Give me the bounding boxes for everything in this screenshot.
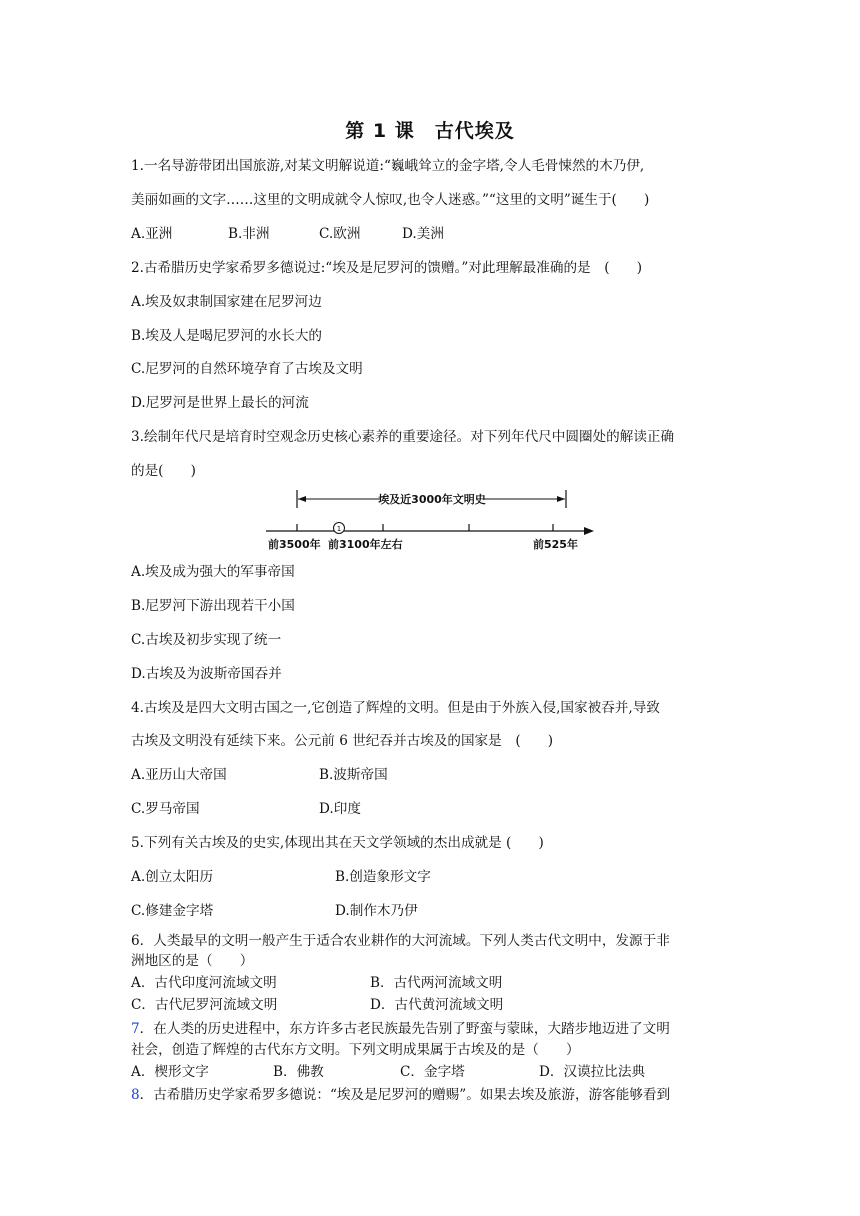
question-1-line-2: 美丽如画的文字……这里的文明成就令人惊叹,也令人迷惑。”“这里的文明”诞生于( ) xyxy=(131,192,650,208)
circle-marker-label: 1 xyxy=(336,525,342,533)
q6-option-a: A．古代印度河流域文明 xyxy=(131,975,277,991)
q3-option-a: A.埃及成为强大的军事帝国 xyxy=(131,564,295,580)
span-arrow-right xyxy=(557,496,565,502)
question-8-text: ．古希腊历史学家希罗多德说：“埃及是尼罗河的赠赐”。如果去埃及旅游，游客能够看到 xyxy=(139,1087,671,1103)
question-7-line-1 xyxy=(131,1019,670,1039)
tick-label-3100: 前3100年左右 xyxy=(328,538,403,551)
question-7-number: 7 xyxy=(131,1021,140,1037)
question-8-number: 8 xyxy=(131,1087,140,1103)
q4-option-b: B.波斯帝国 xyxy=(319,767,388,783)
q2-option-c: C.尼罗河的自然环境孕育了古埃及文明 xyxy=(131,361,363,377)
q4-option-d: D.印度 xyxy=(319,801,361,817)
q1-option-b: B.非洲 xyxy=(228,226,270,242)
q3-option-c: C.古埃及初步实现了统一 xyxy=(131,632,282,648)
timeline-arrow-icon xyxy=(584,527,594,535)
q1-option-d: D.美洲 xyxy=(402,226,444,242)
timeline-figure xyxy=(0,486,860,556)
question-3-line-1: 3.绘制年代尺是培育时空观念历史核心素养的重要途径。对下列年代尺中圆圈处的解读正确 xyxy=(131,429,675,445)
q2-option-b: B.埃及人是喝尼罗河的水长大的 xyxy=(131,328,323,344)
q1-option-a: A.亚洲 xyxy=(131,226,173,242)
q3-option-b: B.尼罗河下游出现若干小国 xyxy=(131,598,295,614)
q7-option-a: A．楔形文字 xyxy=(131,1064,209,1080)
question-5-line-1: 5.下列有关古埃及的史实,体现出其在天文学领域的杰出成就是 ( ) xyxy=(131,835,544,851)
question-4-line-2: 古埃及文明没有延续下来。公元前 6 世纪吞并古埃及的国家是 ( ) xyxy=(131,733,554,749)
q6-option-c: C．古代尼罗河流域文明 xyxy=(131,997,278,1013)
q2-option-d: D.尼罗河是世界上最长的河流 xyxy=(131,395,309,411)
q5-option-c: C.修建金字塔 xyxy=(131,903,214,919)
span-label: 埃及近3000年文明史 xyxy=(378,493,486,506)
q7-option-c: C．金字塔 xyxy=(400,1064,465,1080)
q5-option-a: A.创立太阳历 xyxy=(131,869,214,885)
question-2-line-1: 2.古希腊历史学家希罗多德说过:“埃及是尼罗河的馈赠。”对此理解最准确的是 ( ) xyxy=(131,260,643,276)
q2-option-a: A.埃及奴隶制国家建在尼罗河边 xyxy=(131,294,322,310)
q4-option-a: A.亚历山大帝国 xyxy=(131,767,227,783)
q1-option-c: C.欧洲 xyxy=(319,226,361,242)
question-8-line-1 xyxy=(131,1085,670,1105)
q3-option-d: D.古埃及为波斯帝国吞并 xyxy=(131,666,282,682)
q5-option-b: B.创造象形文字 xyxy=(335,869,431,885)
span-arrow-left xyxy=(298,496,306,502)
question-7-line-2: 社会，创造了辉煌的古代东方文明。下列文明成果属于古埃及的是（ ） xyxy=(131,1042,580,1058)
q7-option-b: B．佛教 xyxy=(273,1064,324,1080)
tick-label-3500: 前3500年 xyxy=(268,538,321,551)
q6-option-d: D．古代黄河流域文明 xyxy=(370,997,504,1013)
question-7-text: ．在人类的历史进程中，东方许多古老民族最先告别了野蛮与蒙昧，大踏步地迈进了文明 xyxy=(139,1021,670,1037)
question-6-line-1: 6．人类最早的文明一般产生于适合农业耕作的大河流域。下列人类古代文明中，发源于非 xyxy=(131,933,670,949)
q4-option-c: C.罗马帝国 xyxy=(131,801,200,817)
question-3-line-2: 的是( ) xyxy=(131,463,196,479)
question-1-line-1: 1.一名导游带团出国旅游,对某文明解说道:“巍峨耸立的金字塔,令人毛骨悚然的木乃伊, xyxy=(131,158,645,174)
page-title: 第 1 课 古代埃及 xyxy=(345,120,515,142)
question-6-line-2: 洲地区的是（ ） xyxy=(131,953,254,969)
question-4-line-1: 4.古埃及是四大文明古国之一,它创造了辉煌的文明。但是由于外族入侵,国家被吞并,导致 xyxy=(131,700,660,716)
tick-label-525: 前525年 xyxy=(533,538,578,551)
q7-option-d: D．汉谟拉比法典 xyxy=(539,1064,646,1080)
q5-option-d: D.制作木乃伊 xyxy=(335,903,418,919)
q6-option-b: B．古代两河流域文明 xyxy=(370,975,503,991)
